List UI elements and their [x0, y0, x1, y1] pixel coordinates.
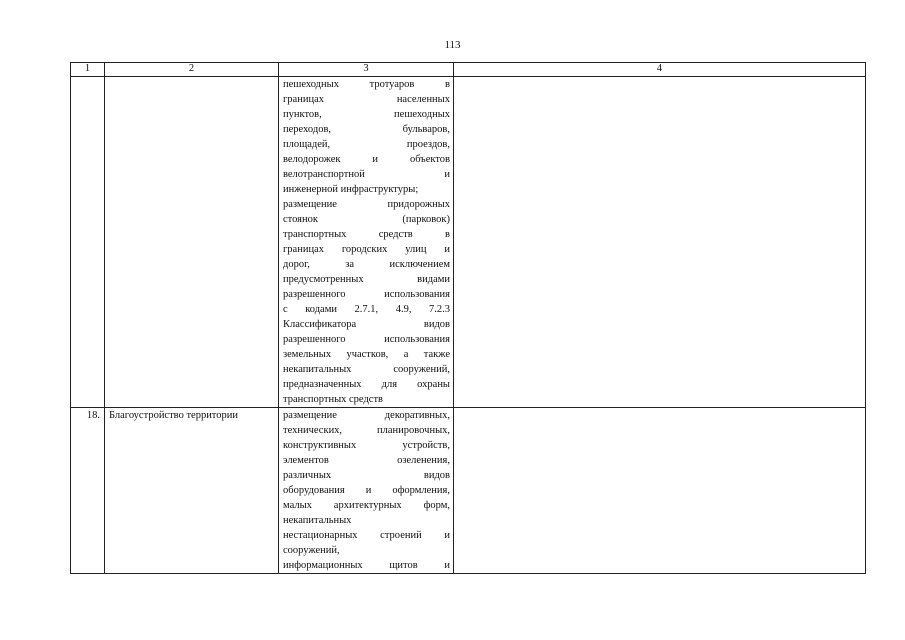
- header-col-3: 3: [279, 63, 454, 77]
- description-line: элементов озеленения,: [283, 455, 450, 466]
- table-row: [71, 77, 866, 408]
- description-line: предназначенных для охраны: [283, 379, 450, 390]
- description-line: пунктов, пешеходных: [283, 109, 450, 120]
- description-line: пешеходных тротуаров в: [283, 79, 450, 90]
- description-line: велодорожек и объектов: [283, 154, 450, 165]
- description-line: предусмотренных видами: [283, 274, 450, 285]
- description-line: транспортных средств в: [283, 229, 450, 240]
- header-row: [71, 63, 866, 77]
- description-line: размещение декоративных,: [283, 410, 450, 421]
- description-line: технических, планировочных,: [283, 425, 450, 436]
- description-line: разрешенного использования: [283, 289, 450, 300]
- land-use-description: [279, 408, 454, 574]
- description-line: Классификатора видов: [283, 319, 450, 330]
- description-line: конструктивных устройств,: [283, 440, 450, 451]
- description-line: разрешенного использования: [283, 334, 450, 345]
- description-line: различных видов: [283, 470, 450, 481]
- description-line: велотранспортной и: [283, 169, 450, 180]
- description-line: земельных участков, а также: [283, 349, 450, 360]
- description-line: границах городских улиц и: [283, 244, 450, 255]
- description-lines: [283, 408, 450, 573]
- code-cell: [454, 408, 866, 574]
- header-col-4: 4: [454, 63, 866, 77]
- description-line: информационных щитов и: [283, 560, 450, 571]
- header-col-1: 1: [71, 63, 105, 77]
- description-line: дорог, за исключением: [283, 259, 450, 270]
- page-number: 113: [444, 39, 461, 51]
- description-line: границах населенных: [283, 94, 450, 105]
- description-lines: [283, 77, 450, 407]
- description-line: некапитальных: [283, 515, 352, 526]
- description-line: площадей, проездов,: [283, 139, 450, 150]
- description-line: стоянок (парковок): [283, 214, 450, 225]
- header-col-2: 2: [105, 63, 279, 77]
- code-cell: [454, 77, 866, 408]
- description-line: сооружений,: [283, 545, 340, 556]
- description-line: транспортных средств: [283, 394, 384, 405]
- row-number: [71, 77, 105, 408]
- description-line: некапитальных сооружений,: [283, 364, 450, 375]
- description-line: малых архитектурных форм,: [283, 500, 450, 511]
- table-row: [71, 408, 866, 574]
- land-use-table: [70, 62, 866, 574]
- description-line: с кодами 2.7.1, 4.9, 7.2.3: [283, 304, 450, 315]
- row-number: 18.: [71, 408, 105, 574]
- description-line: нестационарных строений и: [283, 530, 450, 541]
- land-use-name: Благоустройство территории: [105, 408, 279, 574]
- description-line: переходов, бульваров,: [283, 124, 450, 135]
- land-use-description: [279, 77, 454, 408]
- description-line: оборудования и оформления,: [283, 485, 450, 496]
- land-use-name: [105, 77, 279, 408]
- description-line: размещение придорожных: [283, 199, 450, 210]
- description-line: инженерной инфраструктуры;: [283, 184, 419, 195]
